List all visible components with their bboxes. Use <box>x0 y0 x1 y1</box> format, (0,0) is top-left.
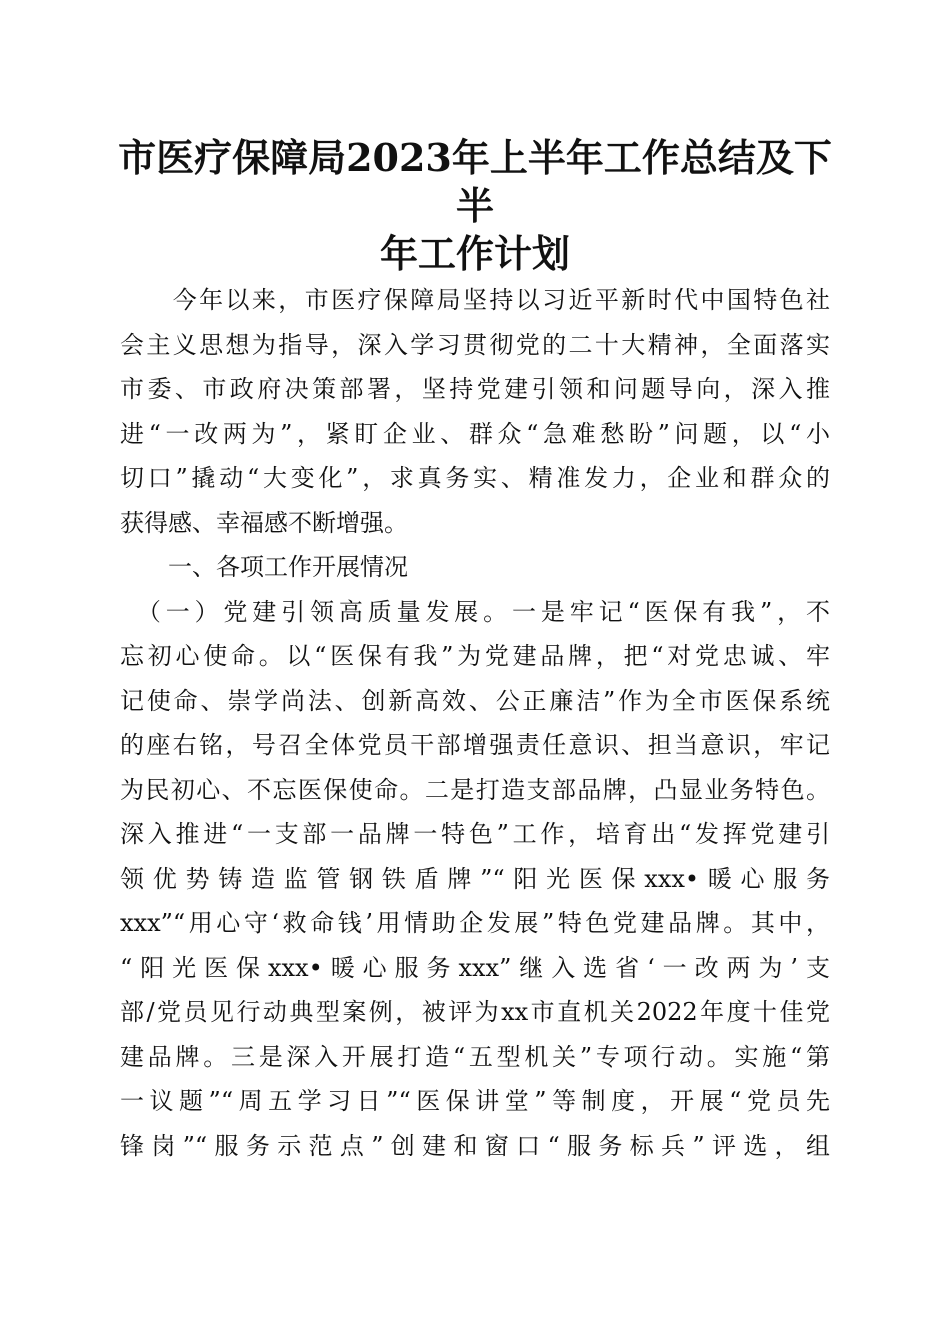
paragraph-2-line-7: 领优势铸造监管钢铁盾牌”“阳光医保xxx•暖心服务 <box>120 864 830 893</box>
paragraph-1-line-1: 今年以来，市医疗保障局坚持以习近平新时代中国特色社 <box>120 286 830 314</box>
title-line-1: 市医疗保障局2023年上半年工作总结及下半 <box>118 135 832 228</box>
paragraph-2-line-10: 部/党员见行动典型案例，被评为xx市直机关2022年度十佳党 <box>120 998 830 1026</box>
paragraph-1-line-6: 获得感、幸福感不断增强。 <box>120 508 408 537</box>
paragraph-2-line-4: 的座右铭，号召全体党员干部增强责任意识、担当意识，牢记 <box>120 731 830 759</box>
document-title <box>100 134 850 278</box>
paragraph-2-line-11: 建品牌。三是深入开展打造“五型机关”专项行动。实施“第 <box>120 1042 830 1071</box>
paragraph-2-line-5: 为民初心、不忘医保使命。二是打造支部品牌，凸显业务特色。 <box>120 775 830 804</box>
paragraph-2-line-12: 一议题”“周五学习日”“医保讲堂”等制度，开展“党员先 <box>120 1087 830 1115</box>
paragraph-2-line-1: （一）党建引领高质量发展。一是牢记“医保有我”，不 <box>120 597 830 626</box>
paragraph-1-line-5: 切口”撬动“大变化”，求真务实、精准发力，企业和群众的 <box>120 464 830 492</box>
paragraph-2-line-6: 深入推进“一支部一品牌一特色”工作，培育出“发挥党建引 <box>120 820 830 848</box>
paragraph-2-line-13: 锋岗”“服务示范点”创建和窗口“服务标兵”评选，组 <box>120 1131 830 1160</box>
title-line-2: 年工作计划 <box>379 231 570 276</box>
document-body <box>120 278 830 1168</box>
paragraph-1-line-2: 会主义思想为指导，深入学习贯彻党的二十大精神，全面落实 <box>120 330 830 359</box>
paragraph-2-line-2: 忘初心使命。以“医保有我”为党建品牌，把“对党忠诚、牢 <box>120 642 830 670</box>
paragraph-1-line-4: 进“一改两为”，紧盯企业、群众“急难愁盼”问题，以“小 <box>120 419 830 448</box>
paragraph-2-line-8: xxx”“用心守‘救命钱’用情助企发展”特色党建品牌。其中， <box>120 909 830 937</box>
paragraph-2-line-9: “阳光医保xxx•暖心服务xxx”继入选省‘一改两为’支 <box>120 953 830 982</box>
paragraph-2-line-3: 记使命、崇学尚法、创新高效、公正廉洁”作为全市医保系统 <box>120 686 830 715</box>
paragraph-1-line-3: 市委、市政府决策部署，坚持党建引领和问题导向，深入推 <box>120 375 830 403</box>
section-heading-1: 一、各项工作开展情况 <box>168 553 408 581</box>
